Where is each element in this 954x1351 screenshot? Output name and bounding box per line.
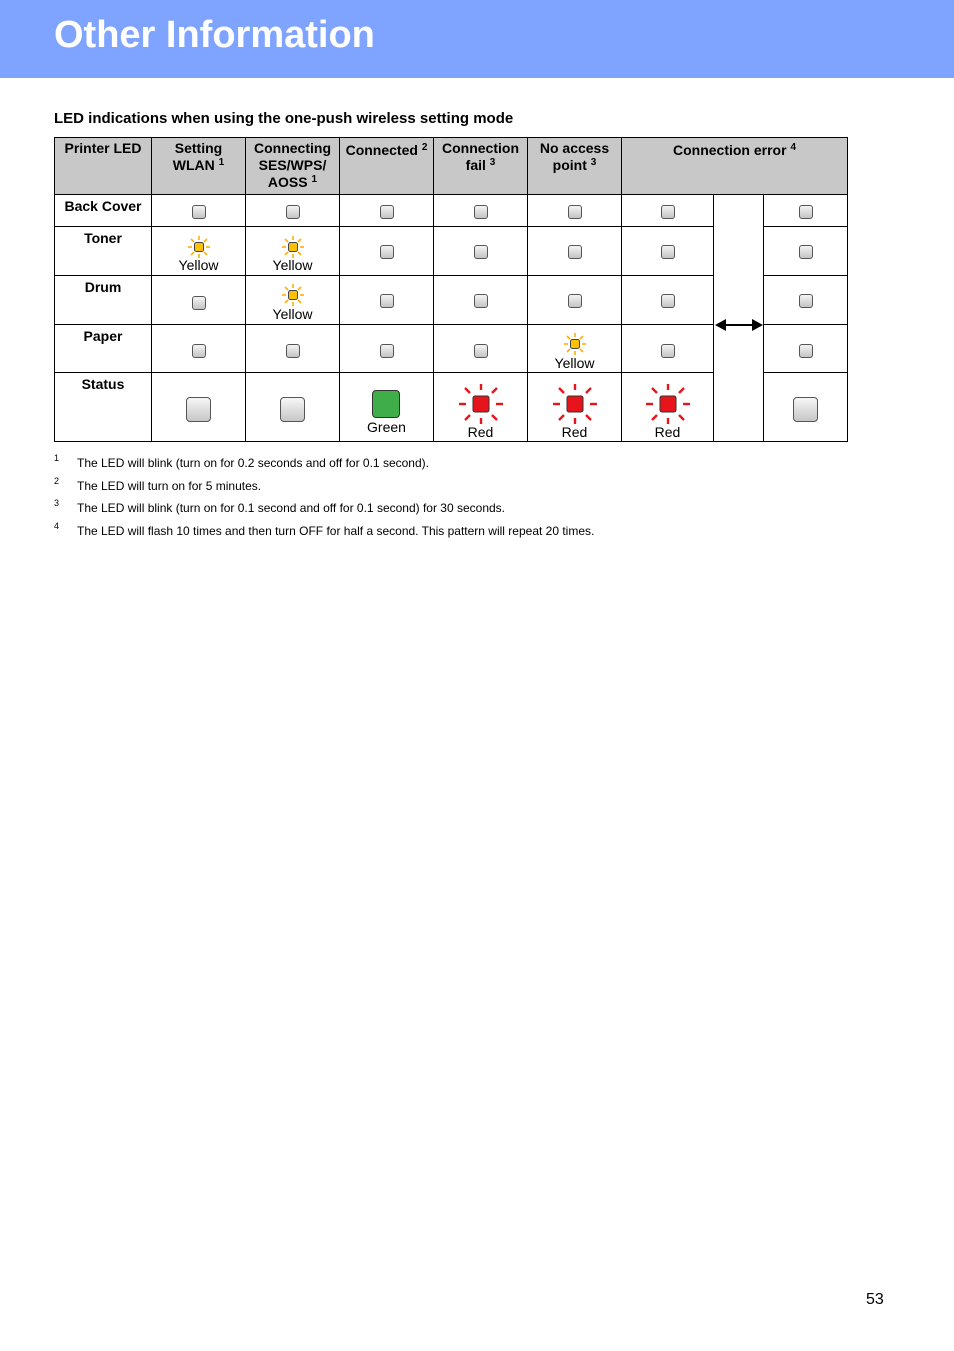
double-arrow-icon bbox=[714, 315, 764, 335]
led-color-label: Green bbox=[367, 419, 406, 435]
yellow-blink-led-icon bbox=[562, 332, 588, 356]
header-connection-fail: Connection fail $^3$ bbox=[434, 138, 528, 195]
green-led-icon bbox=[372, 390, 400, 418]
led-color-label: Yellow bbox=[272, 306, 313, 322]
footnote-text: The LED will turn on for 5 minutes. bbox=[77, 479, 262, 493]
led-off-icon bbox=[799, 294, 813, 308]
footnote-ref: 1 bbox=[218, 157, 225, 168]
led-off-icon bbox=[661, 245, 675, 259]
red-blink-led-icon bbox=[552, 383, 598, 425]
header-setting-wlan: Setting WLAN $^1$ bbox=[152, 138, 246, 195]
row-label-back-cover: Back Cover bbox=[55, 195, 152, 227]
footnote-number: 2 bbox=[54, 476, 60, 486]
red-blink-led-icon bbox=[645, 383, 691, 425]
led-off-icon bbox=[568, 245, 582, 259]
header-printer-led: Printer LED bbox=[55, 138, 152, 195]
page-title: Other Information bbox=[54, 14, 375, 56]
header-no-access-point: No access point $^3$ bbox=[528, 138, 622, 195]
led-color-label: Yellow bbox=[272, 257, 313, 273]
led-color-label: Red bbox=[561, 424, 588, 440]
footnote-text: The LED will flash 10 times and then turn OFF for half a second. This pattern will repeat 20 times. bbox=[77, 524, 595, 538]
footnote-ref: 1 bbox=[311, 174, 318, 185]
footnote-ref: 2 bbox=[421, 142, 428, 153]
led-off-icon bbox=[380, 344, 394, 358]
footnote-text: The LED will blink (turn on for 0.1 second and off for 0.1 second) for 30 seconds. bbox=[77, 501, 506, 515]
footnote-text: The LED will blink (turn on for 0.2 seconds and off for 0.1 second). bbox=[77, 456, 429, 470]
led-off-icon bbox=[380, 245, 394, 259]
header-connecting: Connecting SES/WPS/ AOSS $^1$ bbox=[246, 138, 340, 195]
yellow-blink-led-icon bbox=[280, 235, 306, 259]
led-off-icon bbox=[799, 205, 813, 219]
row-label-status: Status bbox=[55, 373, 152, 442]
row-label-paper: Paper bbox=[55, 325, 152, 373]
led-off-icon bbox=[192, 344, 206, 358]
led-color-label: Red bbox=[467, 424, 494, 440]
led-off-icon bbox=[286, 205, 300, 219]
status-led-off-icon bbox=[793, 397, 818, 422]
section-heading: LED indications when using the one-push wireless setting mode bbox=[54, 110, 514, 127]
header-connection-error: Connection error $^4$ bbox=[622, 138, 848, 195]
led-color-label: Yellow bbox=[178, 257, 219, 273]
led-off-icon bbox=[474, 294, 488, 308]
footnote-ref: 3 bbox=[489, 157, 496, 168]
led-off-icon bbox=[380, 205, 394, 219]
led-off-icon bbox=[568, 294, 582, 308]
page-number: 53 bbox=[866, 1291, 884, 1308]
led-off-icon bbox=[661, 205, 675, 219]
footnote-number: 4 bbox=[54, 521, 60, 531]
led-off-icon bbox=[192, 205, 206, 219]
yellow-blink-led-icon bbox=[186, 235, 212, 259]
led-off-icon bbox=[474, 205, 488, 219]
led-color-label: Yellow bbox=[554, 355, 595, 371]
status-led-off-icon bbox=[186, 397, 211, 422]
led-off-icon bbox=[474, 344, 488, 358]
status-led-off-icon bbox=[280, 397, 305, 422]
led-off-icon bbox=[380, 294, 394, 308]
led-off-icon bbox=[799, 245, 813, 259]
led-off-icon bbox=[568, 205, 582, 219]
footnote-ref: 3 bbox=[590, 157, 597, 168]
led-off-icon bbox=[661, 344, 675, 358]
red-blink-led-icon bbox=[458, 383, 504, 425]
led-off-icon bbox=[799, 344, 813, 358]
header-connected: Connected $^2$ bbox=[340, 138, 434, 195]
row-label-drum: Drum bbox=[55, 276, 152, 325]
led-color-label: Red bbox=[654, 424, 681, 440]
led-off-icon bbox=[192, 296, 206, 310]
row-label-toner: Toner bbox=[55, 227, 152, 276]
led-off-icon bbox=[661, 294, 675, 308]
led-off-icon bbox=[286, 344, 300, 358]
alternating-arrow-cell bbox=[714, 195, 764, 442]
yellow-blink-led-icon bbox=[280, 283, 306, 307]
led-off-icon bbox=[474, 245, 488, 259]
footnote-number: 3 bbox=[54, 498, 60, 508]
footnote-number: 1 bbox=[54, 453, 60, 463]
footnote-ref: 4 bbox=[790, 142, 797, 153]
led-indication-table bbox=[54, 137, 848, 442]
